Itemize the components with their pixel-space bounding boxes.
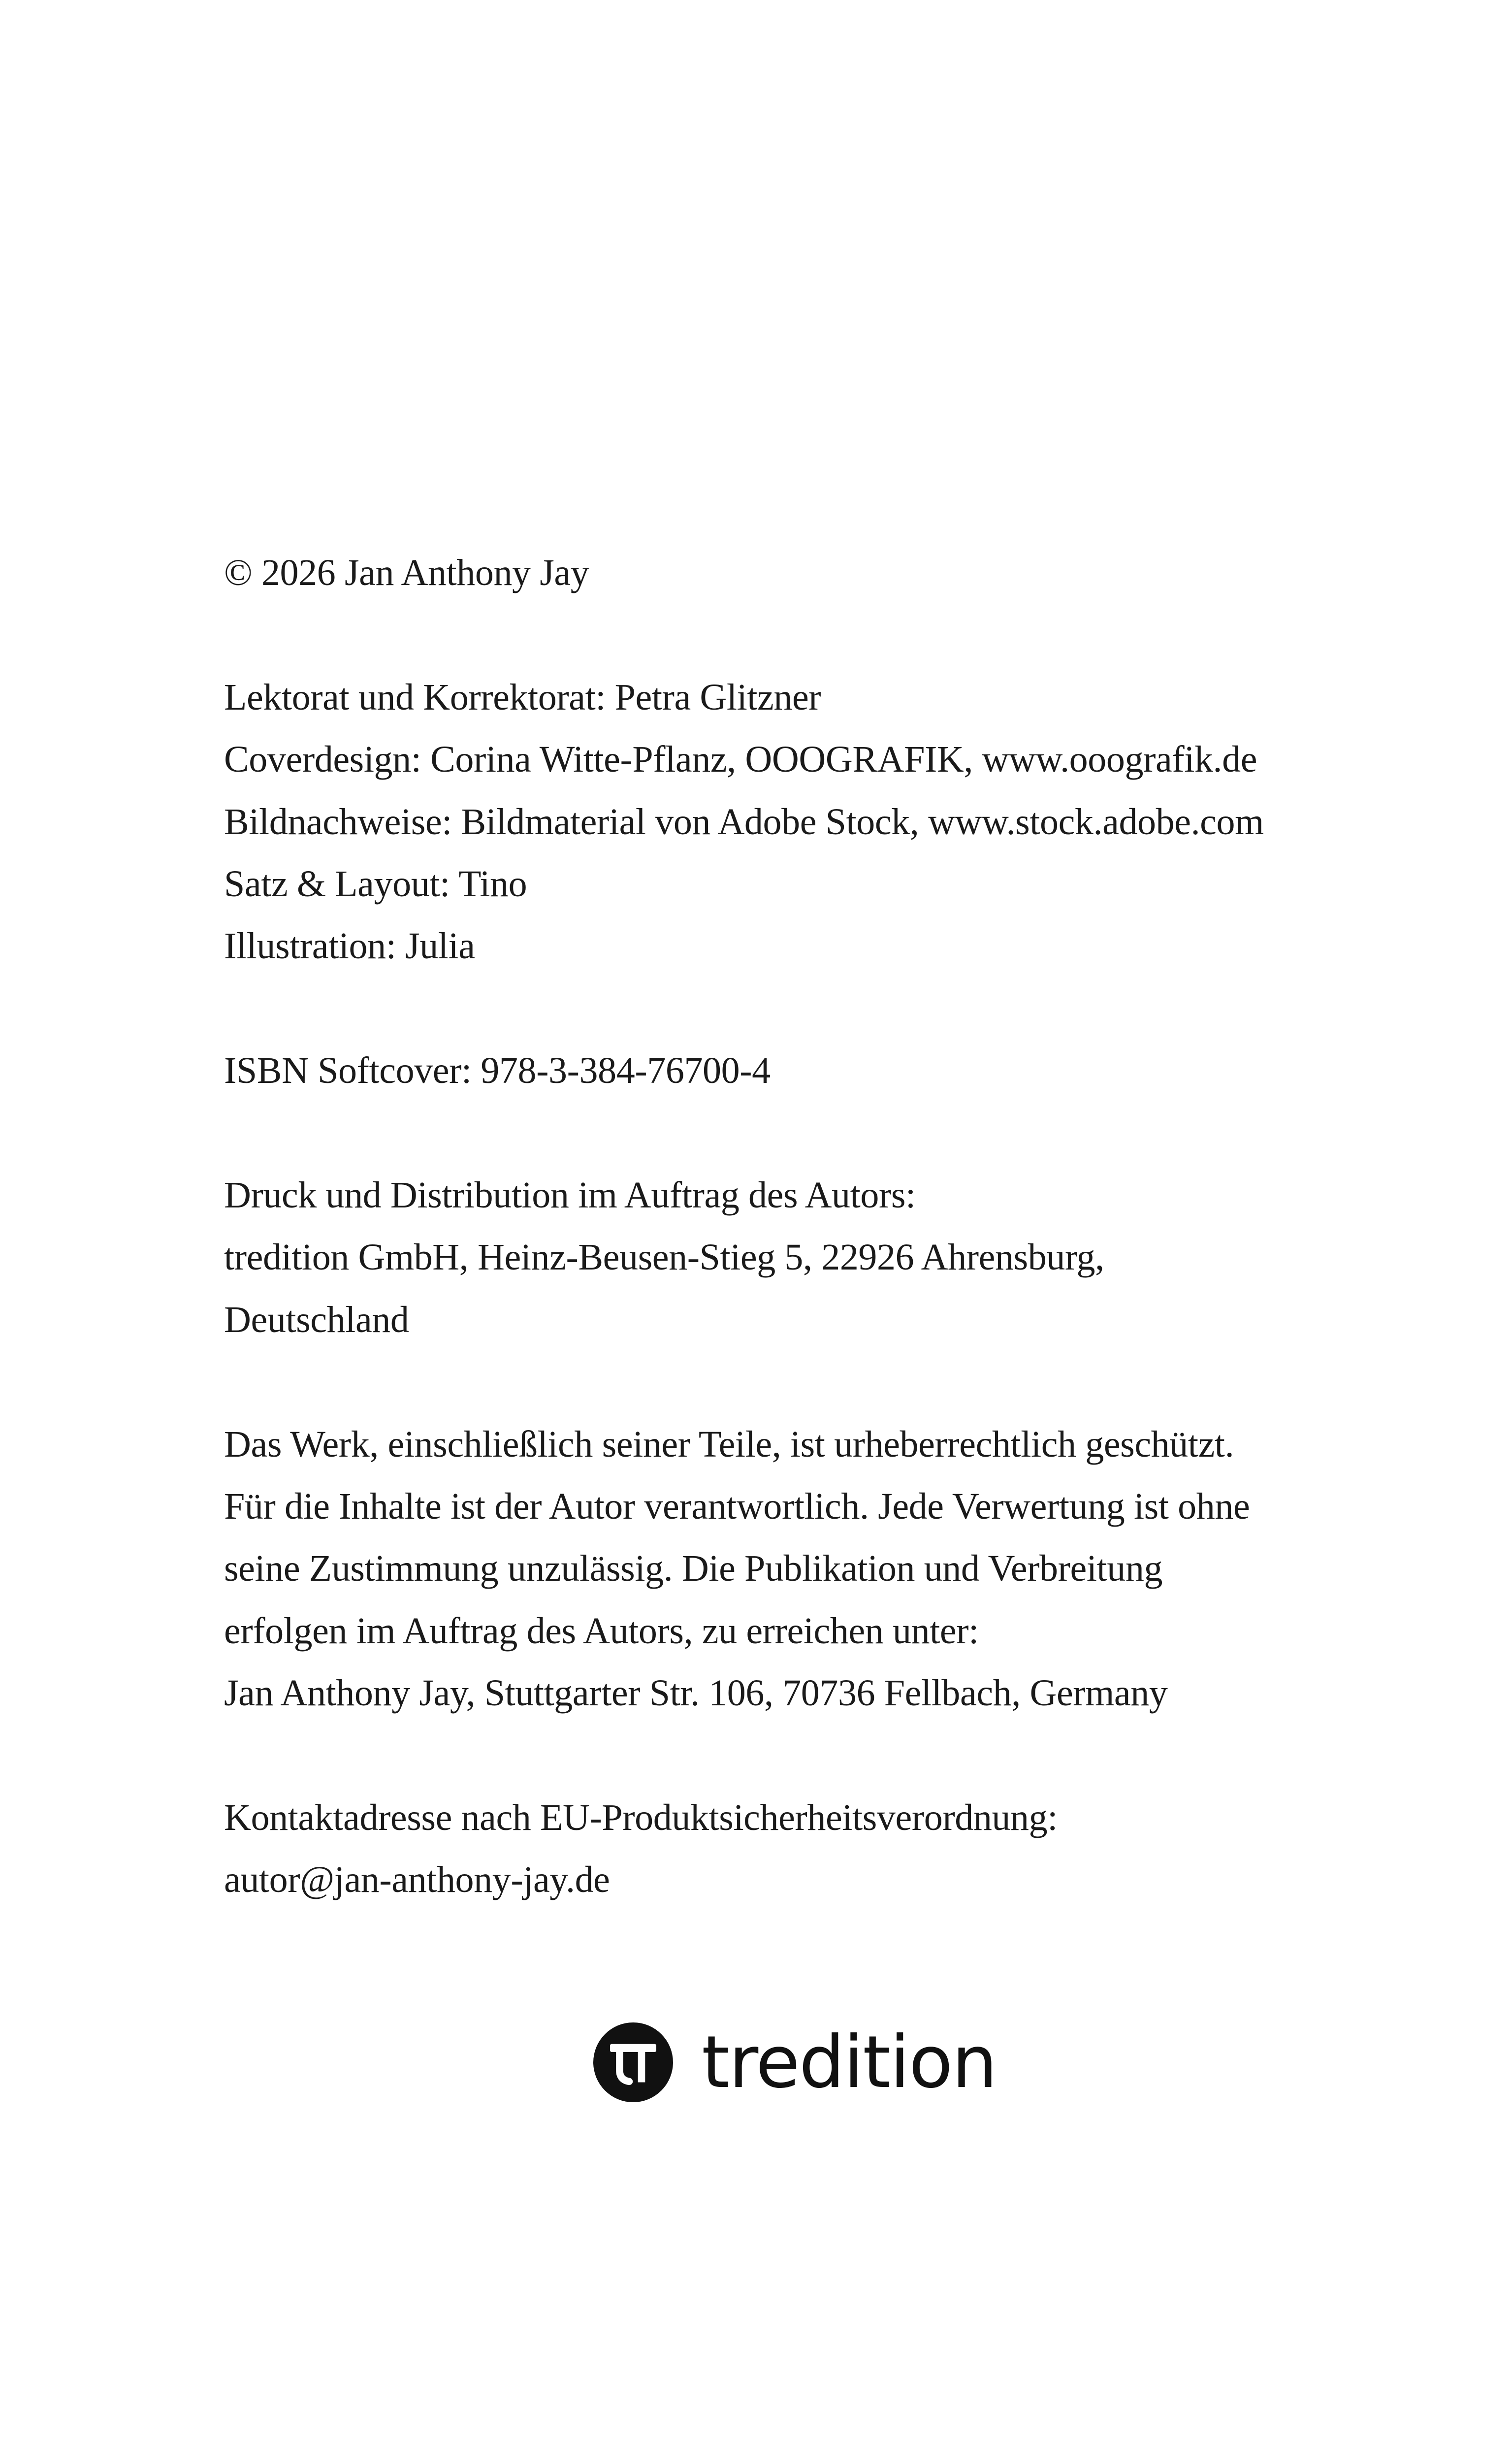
rights-line: Das Werk, einschließlich seiner Teile, ist urheberrechtlich geschützt. xyxy=(224,1423,1234,1465)
rights-line: Für die Inhalte ist der Autor verantwortlich. Jede Verwertung ist ohne xyxy=(224,1486,1250,1528)
credit-editing: Lektorat und Korrektorat: Petra Glitzner xyxy=(224,676,821,718)
credit-typesetting: Satz & Layout: Tino xyxy=(224,863,527,905)
isbn-block xyxy=(224,1040,1356,1102)
distribution-line: tredition GmbH, Heinz-Beusen-Stieg 5, 22926 Ahrensburg, xyxy=(224,1237,1104,1278)
imprint-text xyxy=(224,542,1356,1973)
publisher-logo xyxy=(593,2019,997,2105)
credits-block xyxy=(224,666,1356,977)
credit-image-sources: Bildnachweise: Bildmaterial von Adobe Stock, www.stock.adobe.com xyxy=(224,801,1264,843)
copyright-block xyxy=(224,542,1356,604)
rights-block xyxy=(224,1413,1356,1725)
contact-label: Kontaktadresse nach EU-Produktsicherheitsverordnung: xyxy=(224,1797,1058,1839)
copyright-line: © 2026 Jan Anthony Jay xyxy=(224,552,589,593)
tredition-wordmark: tredition xyxy=(702,2020,997,2104)
distribution-line: Druck und Distribution im Auftrag des Autors: xyxy=(224,1174,916,1216)
distribution-line: Deutschland xyxy=(224,1299,409,1340)
distribution-block xyxy=(224,1164,1356,1351)
credit-illustration: Illustration: Julia xyxy=(224,925,475,967)
rights-line: seine Zustimmung unzulässig. Die Publikation und Verbreitung xyxy=(224,1548,1163,1590)
credit-cover-design: Coverdesign: Corina Witte-Pflanz, OOOGRAFIK, www.ooografik.de xyxy=(224,739,1257,781)
isbn-line: ISBN Softcover: 978-3-384-76700-4 xyxy=(224,1050,771,1092)
rights-line: Jan Anthony Jay, Stuttgarter Str. 106, 70736 Fellbach, Germany xyxy=(224,1672,1168,1714)
tredition-t-icon xyxy=(593,2022,673,2102)
contact-block xyxy=(224,1787,1356,1911)
contact-email: autor@jan-anthony-jay.de xyxy=(224,1859,610,1901)
rights-line: erfolgen im Auftrag des Autors, zu erreichen unter: xyxy=(224,1610,979,1652)
